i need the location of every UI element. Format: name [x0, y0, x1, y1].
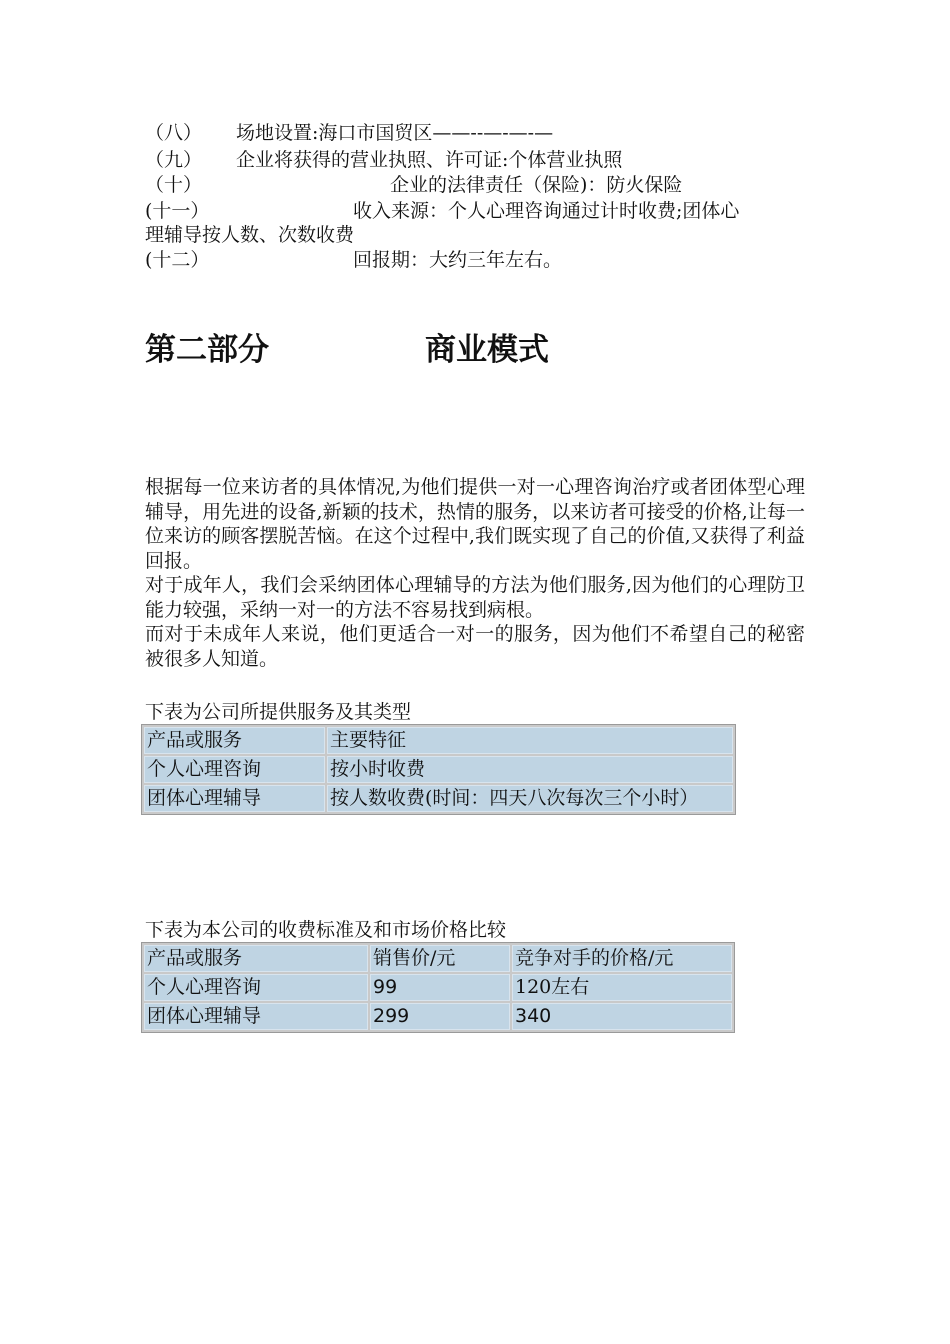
table-row [144, 756, 733, 783]
item-10-text: 企业的法律责任（保险)：防火保险 [390, 174, 683, 196]
table-cell: 团体心理辅导 [144, 1003, 368, 1030]
table-cell: 99 [370, 974, 510, 1001]
table-header-cell: 竞争对手的价格/元 [512, 945, 732, 972]
table-header-cell: 销售价/元 [370, 945, 510, 972]
item-9-text: 企业将获得的营业执照、许可证:个体营业执照 [236, 149, 623, 171]
table-header-cell: 产品或服务 [144, 945, 368, 972]
item-12-number: (十二） [145, 249, 210, 271]
pricing-table [141, 942, 735, 1033]
table-header-row [144, 945, 732, 972]
table-cell: 按小时收费 [327, 756, 733, 783]
item-11-text: 收入来源：个人心理咨询通过计时收费;团体心 [353, 200, 740, 222]
section-part-label: 第二部分 [145, 332, 269, 368]
table1-caption: 下表为公司所提供服务及其类型 [145, 701, 412, 723]
table-cell: 按人数收费(时间：四天八次每次三个小时） [327, 785, 733, 812]
item-11-continuation: 理辅导按人数、次数收费 [145, 224, 355, 246]
item-8-text: 场地设置:海口市国贸区——--—-—-— [236, 122, 554, 144]
paragraph-adults: 对于成年人，我们会采纳团体心理辅导的方法为他们服务,因为他们的心理防卫能力较强，采纳一对一的方法不容易找到病根。 [145, 574, 805, 621]
item-10-number: （十） [145, 174, 203, 196]
section-title: 商业模式 [425, 332, 549, 368]
table-cell: 团体心理辅导 [144, 785, 325, 812]
table-header-row [144, 727, 733, 754]
item-9-number: （九） [145, 149, 203, 171]
table-row [144, 785, 733, 812]
table-header-cell: 主要特征 [327, 727, 733, 754]
table-cell: 120左右 [512, 974, 732, 1001]
table-cell: 个人心理咨询 [144, 756, 325, 783]
paragraph-intro: 根据每一位来访者的具体情况,为他们提供一对一心理咨询治疗或者团体型心理辅导，用先进的设备,新颖的技术，热情的服务，以来访者可接受的价格,让每一位来访的顾客摆脱苦恼。在这个过程中,我们既实现了自己的价值,又获得了利益回报。 [145, 476, 805, 572]
services-table [141, 724, 736, 815]
table2-caption: 下表为本公司的收费标准及和市场价格比较 [145, 919, 507, 941]
table-header-cell: 产品或服务 [144, 727, 325, 754]
item-8-number: （八） [145, 122, 203, 144]
table-cell: 340 [512, 1003, 732, 1030]
table-row [144, 1003, 732, 1030]
table-cell: 个人心理咨询 [144, 974, 368, 1001]
table-cell: 299 [370, 1003, 510, 1030]
table-row [144, 974, 732, 1001]
item-11-number: (十一） [145, 200, 210, 222]
paragraph-minors: 而对于未成年人来说，他们更适合一对一的服务，因为他们不希望自己的秘密被很多人知道。 [145, 623, 805, 670]
item-12-text: 回报期：大约三年左右。 [353, 249, 563, 271]
